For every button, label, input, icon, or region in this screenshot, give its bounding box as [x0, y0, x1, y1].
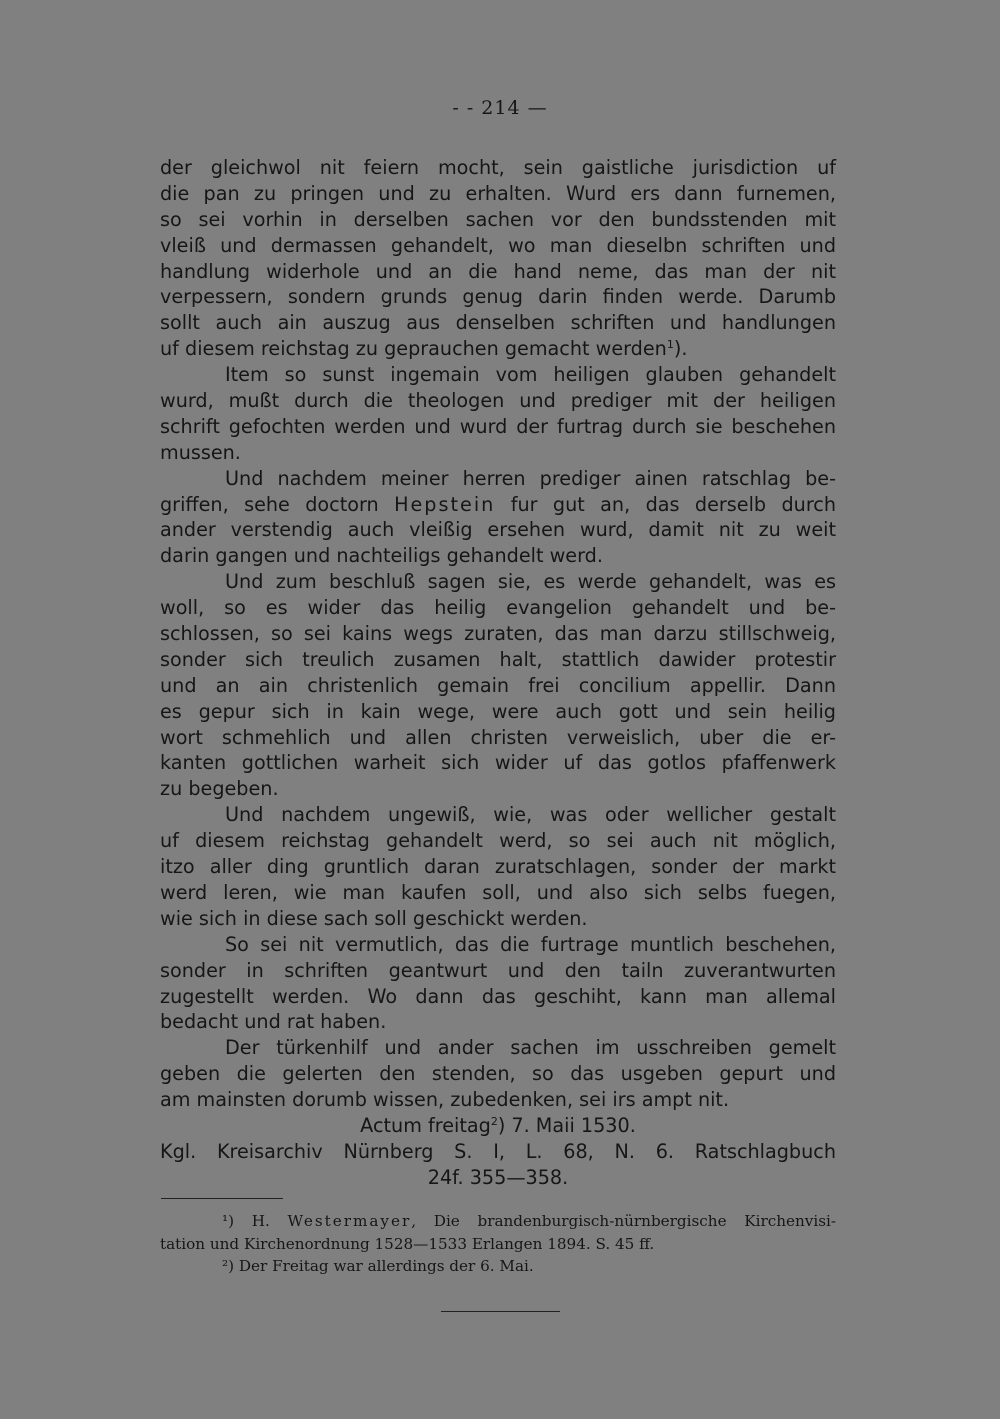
text-line [160, 880, 836, 906]
text-line-content: darin gangen und nachteiligs gehandelt werd. [160, 544, 603, 568]
actum-date: ) 7. Maii 1530. [497, 1113, 636, 1137]
text-line-content: schlossen, so sei kains wegs zuraten, das man darzu stillschweig, [160, 622, 836, 646]
text-line-content: es gepur sich in kain wege, were auch gott und sein heilig [160, 699, 836, 723]
footnote-1-prefix: H. [234, 1212, 288, 1230]
page-number-dash-left: ‐ ‐ [452, 97, 482, 119]
text-line-content: Und zum beschluß sagen sie, es werde gehandelt, was es [225, 570, 836, 594]
text-line [160, 750, 836, 776]
text-line [160, 388, 836, 414]
text-line [160, 673, 836, 699]
text-line [160, 1009, 836, 1035]
footnotes [160, 1210, 836, 1278]
text-line-content: wort schmehlich und allen christen verweislich, uber die er- [160, 725, 836, 749]
text-line [160, 1035, 836, 1061]
page-number-dash-right: — [527, 97, 548, 119]
text-line [160, 725, 836, 751]
text-line [160, 414, 836, 440]
text-line [160, 958, 836, 984]
page-number-value: 214 [481, 97, 521, 119]
text-line [160, 492, 836, 518]
text-line-content: sonder in schriften geantwurt und den tailn zuverantwurten [160, 958, 836, 982]
text-line-continuation: ). [673, 337, 688, 361]
text-line-content: zugestellt werden. Wo dann das geschiht, kann man allemal [160, 984, 836, 1008]
footnote-1-text: , Die brandenburgisch-nürnbergische Kirchenvisi- [411, 1212, 836, 1230]
text-line [160, 155, 836, 181]
footnote-1-line-2: tation und Kirchenordnung 1528—1533 Erlangen 1894. S. 45 ff. [160, 1234, 655, 1253]
text-line-content: sonder sich treulich zusamen halt, stattlich dawider protestir [160, 647, 836, 671]
footnote-1-line-1 [160, 1210, 836, 1233]
text-line-content: wie sich in diese sach soll geschickt werden. [160, 906, 588, 930]
footnote-2-marker: ²) [222, 1257, 235, 1275]
text-line-content: wurd, mußt durch die theologen und prediger mit der heiligen [160, 389, 836, 413]
text-line [160, 284, 836, 310]
text-line-content: so sei vorhin in derselben sachen vor den bundsstenden mit [160, 207, 836, 231]
text-line-content: der gleichwol nit feiern mocht, sein gaistliche jurisdiction uf [160, 156, 836, 179]
page-number [0, 97, 1000, 119]
text-line-content: Der türkenhilf und ander sachen im usschreiben gemelt [225, 1036, 836, 1060]
text-line [160, 466, 836, 492]
text-line-content: vleiß und dermassen gehandelt, wo man dieselbn schriften und [160, 233, 836, 257]
text-line-content: So sei nit vermutlich, das die furtrage muntlich beschehen, [225, 932, 836, 956]
text-line-content: werd leren, wie man kaufen soll, und also sich selbs fuegen, [160, 880, 836, 904]
text-line-content: Und nachdem ungewiß, wie, was oder wellicher gestalt [225, 803, 836, 827]
footnote-reference: 1 [666, 338, 674, 352]
text-line [160, 621, 836, 647]
text-line [160, 543, 836, 569]
spaced-name: Hepstein [394, 492, 496, 516]
footnote-2-text: Der Freitag war allerdings der 6. Mai. [234, 1257, 534, 1275]
text-line-content: handlung widerhole und an die hand neme, das man der nit [160, 259, 836, 283]
text-line-content: uf diesem reichstag gehandelt werd, so sei auch nit möglich, [160, 829, 836, 853]
text-line [160, 906, 836, 932]
text-line-content: am mainsten dorumb wissen, zubedenken, sei irs ampt nit. [160, 1088, 730, 1112]
text-line [160, 802, 836, 828]
text-line-content: itzo aller ding gruntlich daran zuratschlagen, sonder der markt [160, 855, 836, 879]
text-line-content: kanten gottlichen warheit sich wider uf das gotlos pfaffenwerk [160, 751, 836, 775]
actum-line [160, 1113, 836, 1139]
actum-footnote-ref: 2 [490, 1114, 498, 1128]
folio-line: 24f. 355—358. [427, 1165, 569, 1189]
text-line [160, 595, 836, 621]
text-line-content: verpessern, sondern grunds genug darin finden werde. Darumb [160, 285, 836, 309]
text-line [160, 310, 836, 336]
text-line-continuation: fur gut an, das derselb durch [495, 492, 836, 516]
text-line [160, 233, 836, 259]
text-line [160, 776, 836, 802]
body-text [160, 155, 836, 1191]
text-line-content: zu begeben. [160, 777, 279, 801]
footnote-1-marker: ¹) [222, 1212, 235, 1230]
archive-line: Kgl. Kreisarchiv Nürnberg S. I, L. 68, N. 6. Ratschlagbuch [160, 1139, 836, 1163]
text-line-content: sollt auch ain auszug aus denselben schriften und handlungen [160, 311, 836, 335]
text-line-content: Und nachdem meiner herren prediger ainen ratschlag be- [225, 466, 836, 490]
text-line [160, 362, 836, 388]
text-line [160, 932, 836, 958]
text-line-content: schrift gefochten werden und wurd der furtrag durch sie beschehen [160, 414, 836, 438]
actum-text: Actum freitag [360, 1113, 491, 1137]
text-line [160, 207, 836, 233]
text-line [160, 828, 836, 854]
footnote-2 [160, 1255, 836, 1278]
text-line-content: die pan zu pringen und zu erhalten. Wurd ers dann furnemen, [160, 181, 836, 205]
text-line-content: geben die gelerten den stenden, so das usgeben gepurt und [160, 1062, 836, 1086]
text-line-content: woll, so es wider das heilig evangelion gehandelt und be- [160, 596, 836, 620]
text-line [160, 569, 836, 595]
text-line [160, 181, 836, 207]
text-line [160, 259, 836, 285]
text-line [160, 854, 836, 880]
text-line-content: Item so sunst ingemain vom heiligen glauben gehandelt [225, 363, 836, 387]
text-line [160, 440, 836, 466]
text-line [160, 699, 836, 725]
text-line-content: griffen, sehe doctorn [160, 492, 395, 516]
text-line [160, 1061, 836, 1087]
end-rule [441, 1311, 560, 1312]
text-line-content: mussen. [160, 440, 241, 464]
footnote-separator [161, 1198, 283, 1199]
text-line [160, 984, 836, 1010]
footnote-1-author: Westermayer [287, 1212, 412, 1230]
text-line [160, 647, 836, 673]
text-line-content: uf diesem reichstag zu geprauchen gemacht werden [160, 337, 667, 361]
text-line-content: bedacht und rat haben. [160, 1010, 387, 1034]
text-line-content: und an ain christenlich gemain frei concilium appellir. Dann [160, 673, 836, 697]
text-line-content: ander verstendig auch vleißig ersehen wurd, damit nit zu weit [160, 518, 836, 542]
text-line [160, 1087, 836, 1113]
text-line [160, 517, 836, 543]
text-line [160, 336, 836, 362]
